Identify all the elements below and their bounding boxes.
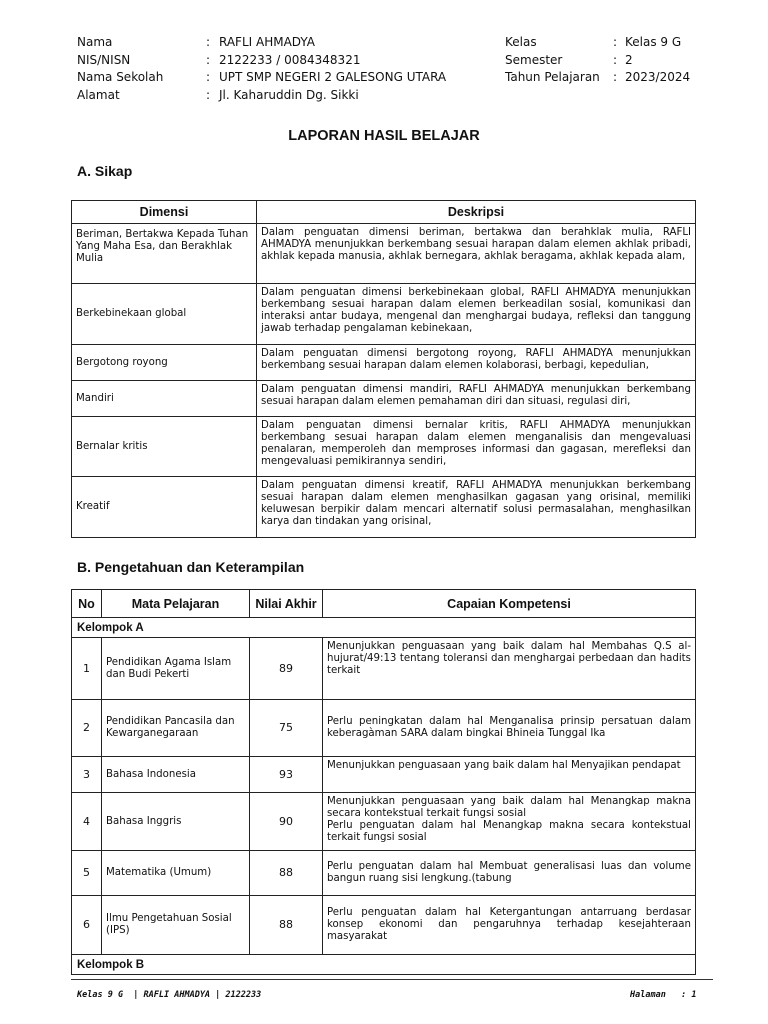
group-row (72, 955, 696, 975)
info-value: 2122233 / 0084348321 (219, 52, 361, 67)
table-row (72, 224, 696, 284)
nilai-cell: 90 (250, 793, 323, 851)
info-label: Tahun Pelajaran (505, 70, 600, 84)
table-row (72, 700, 696, 757)
mapel-cell: Matematika (Umum) (102, 851, 250, 896)
capaian-cell: Perlu peningkatan dalam hal Menganalisa prinsip persatuan dalam keberagàman SARA dalam bingkai Bhineia Tunggal Ika (323, 700, 696, 757)
info-value: 2023/2024 (625, 70, 691, 84)
column-header: Mata Pelajaran (102, 590, 250, 618)
capaian-text: Menunjukkan penguasaan yang baik dalam hal Menangkap makna secara kontekstual terkait fungsi sosial (327, 796, 691, 819)
info-row-semester: Semester : 2 (505, 52, 690, 70)
capaian-text: Perlu penguatan dalam hal Menangkap makna secara kontekstual terkait fungsi sosial (327, 820, 691, 843)
dimensi-cell: Mandiri (72, 381, 257, 417)
info-value: UPT SMP NEGERI 2 GALESONG UTARA (219, 70, 447, 84)
mapel-cell: Bahasa Indonesia (102, 757, 250, 793)
table-row (72, 417, 696, 477)
column-header: Nilai Akhir (250, 590, 323, 618)
no-cell: 2 (72, 700, 102, 757)
capaian-cell (323, 793, 696, 851)
student-info-left (77, 34, 446, 104)
info-value: Kelas 9 G (625, 35, 682, 49)
section-heading-pengetahuan: B. Pengetahuan dan Keterampilan (77, 559, 305, 575)
info-label: Nama (77, 35, 113, 49)
no-cell: 3 (72, 757, 102, 793)
group-label: Kelompok B (72, 955, 696, 975)
column-header: No (72, 590, 102, 618)
footer-page-number: Halaman : 1 (630, 990, 697, 1000)
column-header: Deskripsi (257, 201, 696, 224)
nilai-cell: 89 (250, 638, 323, 700)
mapel-cell: Bahasa Inggris (102, 793, 250, 851)
dimensi-cell: Bergotong royong (72, 345, 257, 381)
table-row (72, 284, 696, 345)
table-row (72, 851, 696, 896)
footer-divider (71, 979, 713, 980)
nilai-cell: 75 (250, 700, 323, 757)
info-row-kelas: Kelas : Kelas 9 G (505, 34, 690, 52)
deskripsi-cell: Dalam penguatan dimensi mandiri, RAFLI AHMADYA menunjukkan berkembang sesuai harapan dalam elemen pemahaman diri dan situasi, regulasi diri, (257, 381, 696, 417)
info-label: NIS/NISN (77, 52, 131, 67)
nilai-cell: 88 (250, 896, 323, 955)
info-value: Jl. Kaharuddin Dg. Sikki (219, 87, 359, 102)
group-label: Kelompok A (72, 618, 696, 638)
info-row-sekolah: Nama Sekolah : UPT SMP NEGERI 2 GALESONG UTARA (77, 69, 446, 87)
mapel-cell: Pendidikan Pancasila dan Kewarganegaraan (102, 700, 250, 757)
no-cell: 6 (72, 896, 102, 955)
dimensi-cell: Kreatif (72, 477, 257, 538)
dimensi-cell: Beriman, Bertakwa Kepada Tuhan Yang Maha Esa, dan Berakhlak Mulia (72, 224, 257, 284)
info-row-nis: NIS/NISN : 2122233 / 0084348321 (77, 52, 446, 70)
column-header: Capaian Kompetensi (323, 590, 696, 618)
info-label: Alamat (77, 87, 120, 102)
group-row (72, 618, 696, 638)
deskripsi-cell: Dalam penguatan dimensi beriman, bertakwa dan berahklak mulia, RAFLI AHMADYA menunjukkan berkembang sesuai harapan dalam elemen akhlak pribadi, akhlak kepada manusia, akhlak bernegara, akhlak beragama, akhlak kepada alam, (257, 224, 696, 284)
capaian-cell: Perlu penguatan dalam hal Ketergantungan antarruang berdasar konsep ekonomi dan pengaruhnya terhadap kesejahteraan masyarakat (323, 896, 696, 955)
table-row (72, 757, 696, 793)
dimensi-cell: Berkebinekaan global (72, 284, 257, 345)
capaian-cell: Menunjukkan penguasaan yang baik dalam hal Menyajikan pendapat (323, 757, 696, 793)
table-row (72, 345, 696, 381)
no-cell: 1 (72, 638, 102, 700)
student-info-right (505, 34, 690, 87)
report-title: LAPORAN HASIL BELAJAR (288, 128, 480, 144)
info-label: Semester (505, 52, 563, 67)
sikap-table (71, 200, 696, 538)
info-row-tahun: Tahun Pelajaran : 2023/2024 (505, 69, 690, 87)
nilai-cell: 88 (250, 851, 323, 896)
dimensi-cell: Bernalar kritis (72, 417, 257, 477)
section-heading-sikap: A. Sikap (77, 163, 133, 179)
deskripsi-cell: Dalam penguatan dimensi berkebinekaan global, RAFLI AHMADYA menunjukkan berkembang sesuai harapan dalam elemen berkeadilan sosial, komunikasi dan interaksi antar budaya, mengenal dan menghargai budaya, refleksi dan tanggung jawab terhadap pengalaman kebinekaan, (257, 284, 696, 345)
info-label: Kelas (505, 35, 537, 49)
info-label: Nama Sekolah (77, 70, 164, 84)
deskripsi-cell: Dalam penguatan dimensi bergotong royong, RAFLI AHMADYA menunjukkan berkembang sesuai harapan dalam elemen kolaborasi, berbagi, kepedulian, (257, 345, 696, 381)
info-row-alamat: Alamat : Jl. Kaharuddin Dg. Sikki (77, 87, 446, 105)
footer-student-info: Kelas 9 G | RAFLI AHMADYA | 2122233 (77, 990, 262, 1000)
table-row (72, 477, 696, 538)
info-value: 2 (625, 52, 633, 67)
table-header-row (72, 590, 696, 618)
capaian-cell: Menunjukkan penguasaan yang baik dalam hal Membahas Q.S al-hujurat/49:13 tentang toleransi dan menghargai perbedaan dan hadits terkait (323, 638, 696, 700)
info-row-nama: Nama : RAFLI AHMADYA (77, 34, 446, 52)
table-row (72, 638, 696, 700)
table-header-row (72, 201, 696, 224)
column-header: Dimensi (72, 201, 257, 224)
no-cell: 5 (72, 851, 102, 896)
nilai-cell: 93 (250, 757, 323, 793)
mapel-cell: Ilmu Pengetahuan Sosial (IPS) (102, 896, 250, 955)
deskripsi-cell: Dalam penguatan dimensi bernalar kritis, RAFLI AHMADYA menunjukkan berkembang sesuai harapan dalam elemen menganalisis dan mengevaluasi penalaran, memperoleh dan memproses informasi dan gagasan, merefleksi dan mengevaluasi pemikirannya sendiri, (257, 417, 696, 477)
deskripsi-cell: Dalam penguatan dimensi kreatif, RAFLI AHMADYA menunjukkan berkembang sesuai harapan dalam elemen menghasilkan gagasan yang orisinal, memiliki keluwesan berpikir dalam mencari alternatif solusi permasalahan, menghasilkan karya dan tindakan yang orisinal, (257, 477, 696, 538)
mapel-cell: Pendidikan Agama Islam dan Budi Pekerti (102, 638, 250, 700)
table-row (72, 381, 696, 417)
no-cell: 4 (72, 793, 102, 851)
table-row (72, 793, 696, 851)
pengetahuan-table (71, 589, 696, 975)
capaian-cell: Perlu penguatan dalam hal Membuat generalisasi luas dan volume bangun ruang sisi lengkung.(tabung (323, 851, 696, 896)
table-row (72, 896, 696, 955)
info-value: RAFLI AHMADYA (219, 35, 315, 49)
